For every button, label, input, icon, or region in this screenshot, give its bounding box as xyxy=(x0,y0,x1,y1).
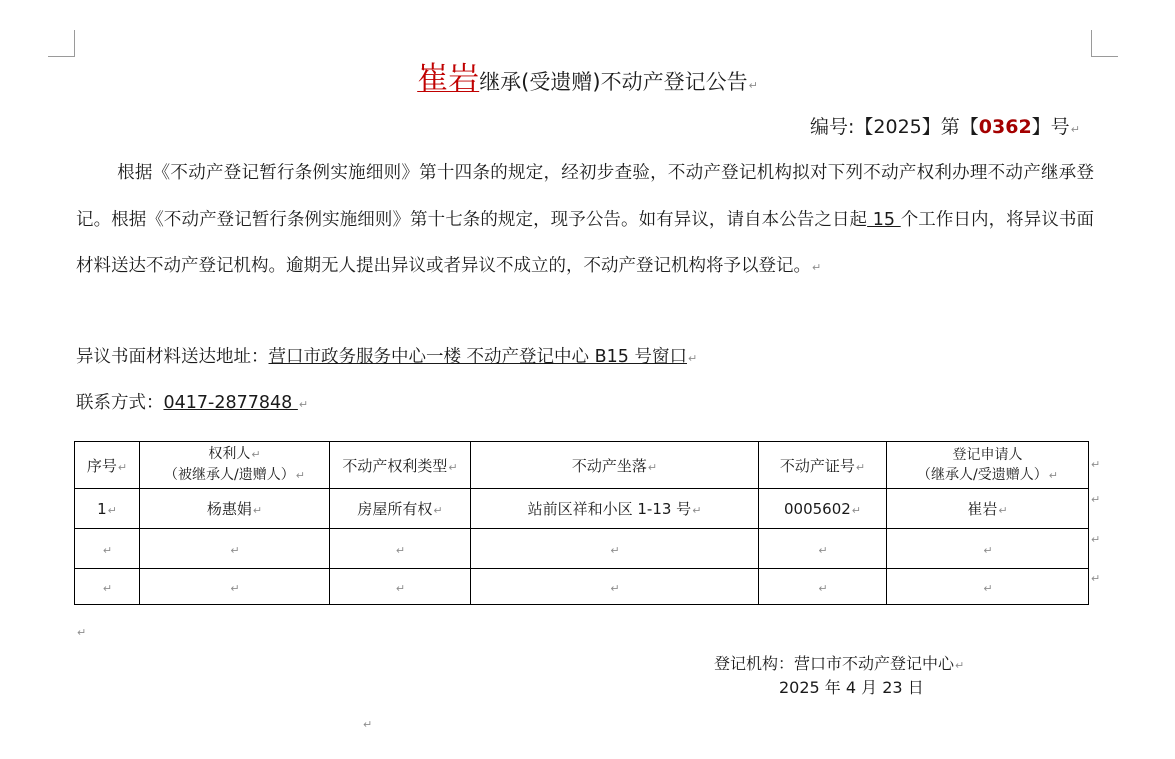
address-line xyxy=(76,343,697,373)
footer-agency: 登记机构：营口市不动产登记中心↵ xyxy=(714,654,965,673)
row-end-mark-icon: ↵ xyxy=(1091,458,1101,471)
contact-label: 联系方式： xyxy=(76,393,164,413)
table-row-empty: ↵ ↵ ↵ ↵ ↵ ↵ xyxy=(75,569,1089,605)
header-right-holder: 权利人↵ （被继承人/遗赠人）↵ xyxy=(140,442,330,489)
header-cert-no: 不动产证号↵ xyxy=(759,442,887,489)
header-right-type: 不动产权利类型↵ xyxy=(330,442,471,489)
cell-location: 站前区祥和小区 1-13 号↵ xyxy=(471,489,759,529)
title-person-name: 崔岩 xyxy=(417,61,480,97)
announcement-body xyxy=(76,150,1094,292)
cell-applicant: 崔岩↵ xyxy=(887,489,1089,529)
table-header-row xyxy=(75,442,1089,489)
footer-date: 2025 年 4 月 23 日 xyxy=(779,678,924,697)
registration-table xyxy=(74,441,1089,605)
row-end-mark-icon: ↵ xyxy=(1091,572,1101,585)
body-days: 15 xyxy=(867,209,901,230)
paragraph-mark-icon: ↵ xyxy=(298,398,309,411)
row-end-mark-icon: ↵ xyxy=(1091,533,1101,546)
header-seq: 序号↵ xyxy=(75,442,140,489)
paragraph-mark-icon: ↵ xyxy=(748,79,758,92)
paragraph-mark-icon: ↵ xyxy=(812,261,822,274)
page-corner-mark-top-left xyxy=(48,30,75,57)
cell-cert-no: 0005602↵ xyxy=(759,489,887,529)
cell-right-holder: 杨惠娟↵ xyxy=(140,489,330,529)
table-row xyxy=(75,489,1089,529)
address-label: 异议书面材料送达地址： xyxy=(76,347,269,367)
cell-seq: 1↵ xyxy=(75,489,140,529)
address-value: 营口市政务服务中心一楼 不动产登记中心 B15 号窗口 xyxy=(268,347,687,367)
number-year: 2025 xyxy=(873,116,922,138)
paragraph-mark-icon: ↵ xyxy=(77,626,87,639)
body-text-2: 个工作日内，将异议书面材料送达不动产登记机构。逾期无人提出异议或者异议不成立的，不动产登记机构将予以登记。 xyxy=(76,209,1094,276)
number-serial: 0362 xyxy=(978,116,1032,138)
number-prefix: 编号:【 xyxy=(810,116,874,138)
paragraph-mark-icon: ↵ xyxy=(1070,123,1080,136)
contact-line xyxy=(76,389,308,419)
table-row-empty: ↵ ↵ ↵ ↵ ↵ ↵ xyxy=(75,529,1089,569)
body-text-1: 根据《不动产登记暂行条例实施细则》第十四条的规定，经初步查验，不动产登记机构拟对下列不动产权利办理不动产继承登记。根据《不动产登记暂行条例实施细则》第十七条的规定，现予公告。如有异议，请自本公告之日起 xyxy=(76,163,1094,230)
number-suffix: 】号 xyxy=(1031,116,1070,138)
header-applicant: 登记申请人 （继承人/受遗赠人）↵ xyxy=(887,442,1089,489)
page-corner-mark-top-right xyxy=(1091,30,1118,57)
cell-right-type: 房屋所有权↵ xyxy=(330,489,471,529)
row-end-mark-icon: ↵ xyxy=(1091,493,1101,506)
number-middle: 】第【 xyxy=(921,116,979,138)
document-title xyxy=(0,62,1175,103)
paragraph-mark-icon: ↵ xyxy=(687,352,698,365)
title-text: 继承(受遗赠)不动产登记公告 xyxy=(479,70,748,94)
contact-value: 0417-2877848 xyxy=(163,393,298,413)
header-location: 不动产坐落↵ xyxy=(471,442,759,489)
document-number xyxy=(810,113,1080,144)
paragraph-mark-icon: ↵ xyxy=(363,718,373,731)
